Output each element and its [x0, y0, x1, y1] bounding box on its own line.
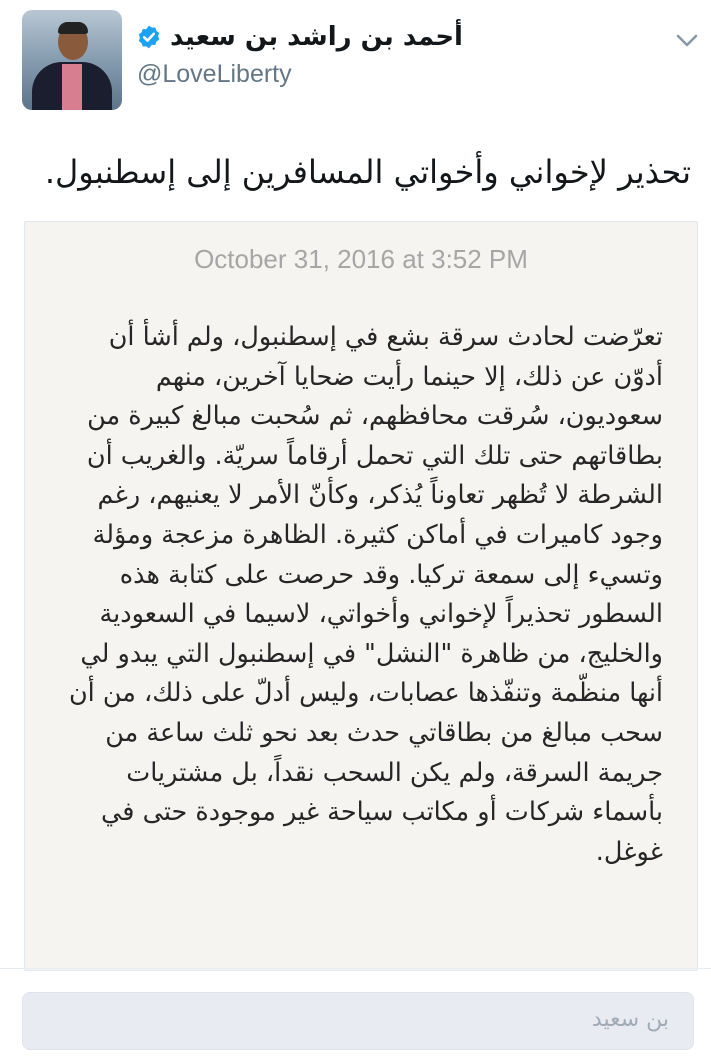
- divider: [0, 968, 711, 969]
- note-line: تعرّضت لحادث سرقة بشع في إسطنبول، ولم أشأ أن: [108, 322, 663, 352]
- author-name-row[interactable]: [136, 22, 463, 52]
- note-line: سحب مبالغ من بطاقاتي حدث بعد نحو ثلث ساعة من: [105, 717, 663, 748]
- note-line: أنها منظّمة وتنفّذها عصابات، وليس أدلّ على ذلك، من أن: [68, 678, 663, 709]
- avatar-shirt-shape: [62, 64, 82, 110]
- note-date: October 31, 2016 at 3:52 PM: [194, 244, 528, 274]
- tweet-header: [0, 0, 711, 120]
- reply-placeholder: بن سعيد: [591, 1007, 669, 1032]
- note-line: أدوّن عن ذلك، إلا حينما رأيت ضحايا آخرين، منهم: [155, 361, 663, 392]
- note-line: السطور تحذيراً لإخواني وأخواتي، لاسيما في السعودية: [99, 599, 663, 630]
- note-line: والخليج، من ظاهرة "النشل" في إسطنبول التي يبدو لي: [80, 638, 663, 669]
- note-screenshot-card[interactable]: [24, 221, 698, 971]
- author-handle[interactable]: @LoveLiberty: [137, 60, 292, 88]
- note-line: بطاقاتهم حتى تلك التي تحمل أرقاماً سريّة. والغريب أن: [86, 440, 663, 471]
- avatar-hair-shape: [58, 22, 88, 34]
- verified-badge-icon: [136, 24, 162, 50]
- author-display-name[interactable]: أحمد بن راشد بن سعيد: [170, 22, 463, 52]
- note-line: جريمة السرقة، ولم يكن السحب نقداً، بل مشتريات: [126, 757, 663, 788]
- note-line: الشرطة لا تُظهر تعاوناً يُذكر، وكأنّ الأمر لا يعنيهم، رغم: [97, 480, 663, 511]
- note-line: وتسيء إلى سمعة تركيا. وقد حرصت على كتابة هذه: [119, 559, 663, 590]
- note-body: [68, 318, 663, 872]
- avatar[interactable]: [22, 10, 122, 110]
- note-line: سعوديون، سُرقت محافظهم، ثم سُحبت مبالغ كبيرة من: [87, 401, 663, 432]
- note-line: بأسماء شركات أو مكاتب سياحة غير موجودة حتى في: [101, 797, 663, 828]
- chevron-down-icon[interactable]: [676, 34, 698, 48]
- note-line: وجود كاميرات في أماكن كثيرة. الظاهرة مزعجة ومؤلة: [92, 519, 663, 550]
- tweet-text: تحذير لإخواني وأخواتي المسافرين إلى إسطنبول.: [44, 153, 691, 191]
- reply-input[interactable]: [22, 992, 694, 1050]
- note-line: غوغل.: [595, 836, 663, 867]
